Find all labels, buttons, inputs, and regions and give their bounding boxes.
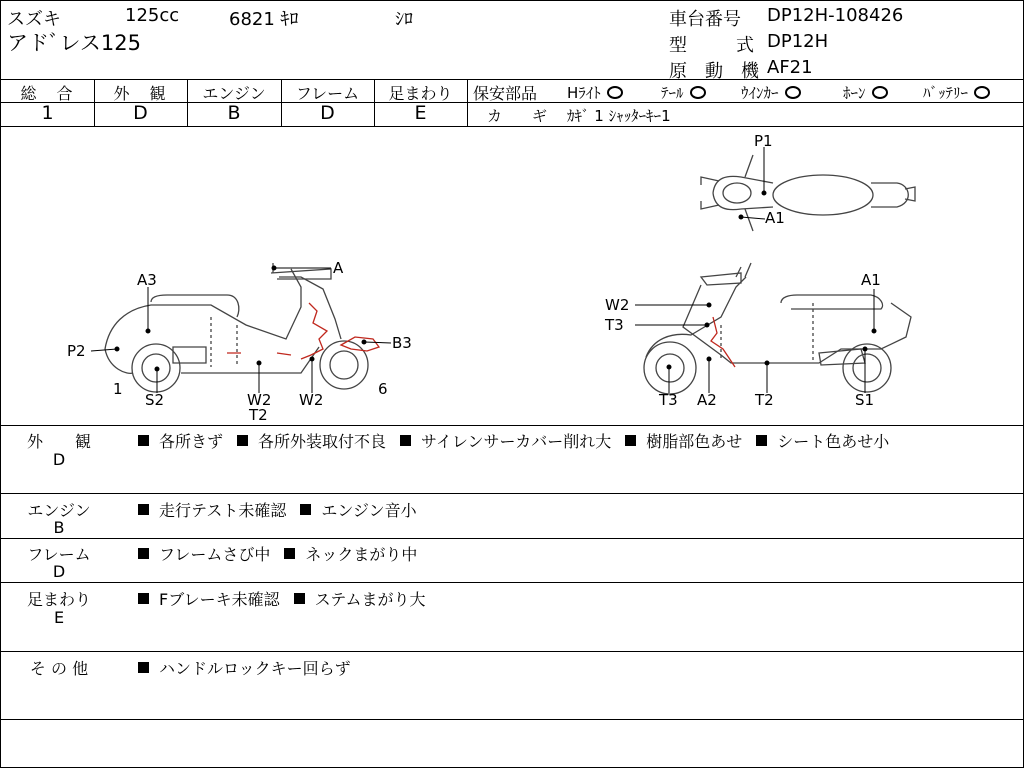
remark-grade-exterior: D (52, 450, 66, 469)
remark-items-engine: 走行テスト未確認 エンジン音小 (138, 498, 417, 521)
diagram-label: W2 (605, 296, 630, 314)
status-ok-icon (690, 86, 706, 99)
diagram-label: 6 (378, 380, 388, 398)
diagram-label: A2 (697, 391, 717, 409)
damage-marks (227, 303, 735, 367)
bullet-icon (138, 548, 149, 559)
safety-parts-label: 保安部品 (473, 84, 538, 103)
remark-category-other: そ の 他 (29, 659, 89, 678)
bullet-icon (138, 504, 149, 515)
diagram-label: A3 (137, 271, 157, 289)
diagram-label: T2 (755, 391, 774, 409)
engine-model-label: 原 動 機 (669, 61, 759, 82)
divider (1, 425, 1023, 426)
remark-grade-suspension: E (53, 608, 65, 627)
mileage: 6821 ｷﾛ (229, 9, 299, 30)
grade-engine-label: エンジン (202, 84, 266, 103)
key-value: ｶｷﾞ 1 ｼｬｯﾀｰｷｰ1 (567, 107, 671, 125)
safety-item-taillight: ﾃｰﾙ (661, 82, 706, 103)
grade-overall-label: 総 合 (20, 84, 75, 103)
remark-category-exterior: 外 観 (26, 432, 91, 451)
divider (1, 719, 1023, 720)
model-name: アドﾞレス125 (7, 31, 141, 55)
bullet-icon (138, 435, 149, 446)
grade-suspension-label: 足まわり (388, 84, 453, 103)
diagram-label: P1 (754, 132, 773, 150)
type-label-2: 式 (736, 35, 754, 56)
diagram-label: B3 (392, 334, 412, 352)
diagram-label: P2 (67, 342, 86, 360)
bullet-icon (625, 435, 636, 446)
bullet-icon (284, 548, 295, 559)
diagram-label: 1 (113, 380, 123, 398)
remark-items-other: ハンドルロックキー回らず (138, 656, 351, 679)
grade-overall-value: 1 (41, 102, 54, 124)
bullet-icon (300, 504, 311, 515)
type-label-1: 型 (669, 35, 687, 56)
scooter-top-view (701, 155, 915, 231)
grade-exterior-value: D (133, 102, 148, 124)
diagram-label: T3 (659, 391, 678, 409)
body-color: ｼﾛ (395, 9, 413, 30)
status-ok-icon (974, 86, 990, 99)
grade-frame-value: D (320, 102, 335, 124)
diagram-label: S1 (855, 391, 875, 409)
safety-item-winker: ｳｲﾝｶｰ (741, 82, 801, 103)
bullet-icon (756, 435, 767, 446)
displacement: 125cc (125, 5, 180, 26)
safety-item-horn: ﾎｰﾝ (843, 82, 888, 103)
maker: スズキ (7, 9, 61, 30)
bullet-icon (138, 593, 149, 604)
remark-items-frame: フレームさび中 ネックまがり中 (138, 542, 417, 565)
status-ok-icon (607, 86, 623, 99)
status-ok-icon (785, 86, 801, 99)
remark-items-exterior: 各所きず 各所外装取付不良 サイレンサーカバー削れ大 樹脂部色あせ シート色あせ小 (138, 429, 889, 452)
diagram-label: T2 (249, 406, 268, 424)
status-ok-icon (872, 86, 888, 99)
divider (1, 582, 1023, 583)
remark-grade-frame: D (52, 562, 66, 581)
bullet-icon (138, 662, 149, 673)
key-label: カ ギ (487, 107, 548, 125)
safety-item-battery: ﾊﾞｯﾃﾘｰ (923, 82, 990, 103)
diagram-label: S2 (145, 391, 165, 409)
diagram-label: W2 (247, 391, 272, 409)
type-value: DP12H (767, 31, 829, 52)
bullet-icon (237, 435, 248, 446)
remark-category-suspension: 足まわり (26, 590, 91, 609)
diagram-label: W2 (299, 391, 324, 409)
diagram-label: A1 (765, 209, 785, 227)
diagram-label: A (333, 259, 344, 277)
bullet-icon (400, 435, 411, 446)
diagram-label: A1 (861, 271, 881, 289)
frame-number-label: 車台番号 (669, 9, 741, 30)
damage-diagram (1, 127, 1023, 425)
divider (1, 651, 1023, 652)
grade-exterior-label: 外 観 (113, 84, 168, 103)
remark-items-suspension: Fブレーキ未確認 ステムまがり大 (138, 587, 425, 610)
bullet-icon (294, 593, 305, 604)
divider (1, 538, 1023, 539)
diagram-label: T3 (605, 316, 624, 334)
safety-item-headlight: Hﾗｲﾄ (567, 82, 623, 103)
grade-engine-value: B (227, 102, 241, 124)
remark-category-engine: エンジン (27, 501, 91, 520)
engine-model-value: AF21 (767, 57, 813, 78)
frame-number-value: DP12H-108426 (767, 5, 904, 26)
remark-grade-engine: B (53, 518, 65, 537)
grade-suspension-value: E (414, 102, 427, 124)
divider (1, 493, 1023, 494)
remark-category-frame: フレーム (27, 545, 91, 564)
grade-frame-label: フレーム (295, 84, 360, 103)
